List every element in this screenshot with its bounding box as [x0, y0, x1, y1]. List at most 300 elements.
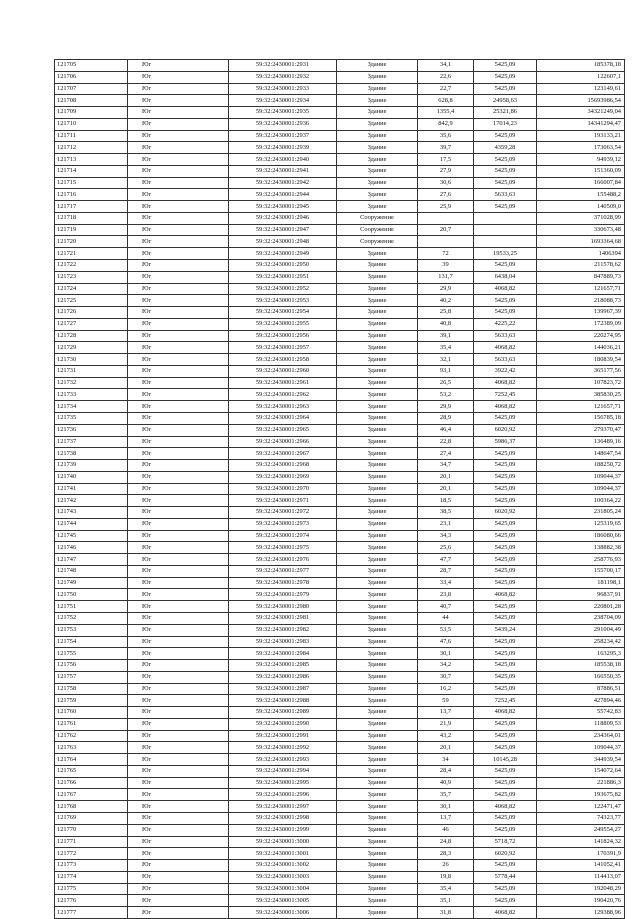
- object-type-cell: Здание: [337, 165, 418, 177]
- object-type-cell: Здание: [337, 671, 418, 683]
- table-row: [55, 824, 625, 836]
- district-cell: Юг: [128, 377, 229, 389]
- cadastral-value-cell: 330673,48: [537, 224, 625, 236]
- district-cell: Юг: [128, 318, 229, 330]
- object-type-cell: Здание: [337, 318, 418, 330]
- unit-value-cell: 4068,82: [474, 589, 537, 601]
- table-row: [55, 177, 625, 189]
- row-number-cell: 121776: [55, 895, 128, 907]
- object-type-cell: Здание: [337, 177, 418, 189]
- table-row: [55, 507, 625, 519]
- district-cell: Юг: [128, 95, 229, 107]
- object-type-cell: Здание: [337, 389, 418, 401]
- unit-value-cell: 5718,72: [474, 836, 537, 848]
- unit-value-cell: 5425,09: [474, 648, 537, 660]
- cadastral-number-cell: 59:32:2430001:2935: [229, 107, 337, 119]
- cadastral-value-cell: 344939,54: [537, 754, 625, 766]
- district-cell: Юг: [128, 601, 229, 613]
- cadastral-number-cell: 59:32:2430001:2939: [229, 142, 337, 154]
- object-type-cell: Здание: [337, 848, 418, 860]
- row-number-cell: 121739: [55, 460, 128, 472]
- cadastral-value-cell: 193675,82: [537, 789, 625, 801]
- district-cell: Юг: [128, 742, 229, 754]
- cadastral-number-cell: 59:32:2430001:2960: [229, 365, 337, 377]
- cadastral-number-cell: 59:32:2430001:2952: [229, 283, 337, 295]
- cadastral-value-cell: 141824,32: [537, 836, 625, 848]
- unit-value-cell: 5425,09: [474, 201, 537, 213]
- district-cell: Юг: [128, 895, 229, 907]
- area-cell: 26: [418, 860, 474, 872]
- row-number-cell: 121707: [55, 83, 128, 95]
- table-row: [55, 565, 625, 577]
- row-number-cell: 121755: [55, 648, 128, 660]
- row-number-cell: 121746: [55, 542, 128, 554]
- table-row: [55, 342, 625, 354]
- cadastral-value-cell: 148647,54: [537, 448, 625, 460]
- district-cell: Юг: [128, 660, 229, 672]
- object-type-cell: Здание: [337, 448, 418, 460]
- area-cell: 20,1: [418, 483, 474, 495]
- row-number-cell: 121757: [55, 671, 128, 683]
- cadastral-number-cell: 59:32:2430001:2957: [229, 342, 337, 354]
- cadastral-number-cell: 59:32:2430001:2975: [229, 542, 337, 554]
- table-row: [55, 577, 625, 589]
- unit-value-cell: 5425,09: [474, 130, 537, 142]
- unit-value-cell: 5425,09: [474, 813, 537, 825]
- object-type-cell: Здание: [337, 565, 418, 577]
- cadastral-number-cell: 59:32:2430001:2956: [229, 330, 337, 342]
- district-cell: Юг: [128, 271, 229, 283]
- unit-value-cell: 5439,24: [474, 624, 537, 636]
- cadastral-number-cell: 59:32:2430001:2995: [229, 777, 337, 789]
- cadastral-value-cell: 144036,21: [537, 342, 625, 354]
- district-cell: Юг: [128, 365, 229, 377]
- area-cell: 33,4: [418, 577, 474, 589]
- row-number-cell: 121745: [55, 530, 128, 542]
- table-row: [55, 460, 625, 472]
- row-number-cell: 121726: [55, 307, 128, 319]
- cadastral-number-cell: 59:32:2430001:2946: [229, 212, 337, 224]
- district-cell: Юг: [128, 295, 229, 307]
- cadastral-value-cell: 121657,71: [537, 401, 625, 413]
- area-cell: 628,8: [418, 95, 474, 107]
- row-number-cell: 121725: [55, 295, 128, 307]
- district-cell: Юг: [128, 730, 229, 742]
- row-number-cell: 121718: [55, 212, 128, 224]
- cadastral-number-cell: 59:32:2430001:2964: [229, 412, 337, 424]
- unit-value-cell: 5425,09: [474, 471, 537, 483]
- row-number-cell: 121759: [55, 695, 128, 707]
- object-type-cell: Здание: [337, 824, 418, 836]
- district-cell: Юг: [128, 824, 229, 836]
- table-row: [55, 165, 625, 177]
- object-type-cell: Здание: [337, 518, 418, 530]
- cadastral-value-cell: 129388,96: [537, 907, 625, 919]
- unit-value-cell: 3922,42: [474, 365, 537, 377]
- district-cell: Юг: [128, 71, 229, 83]
- district-cell: Юг: [128, 530, 229, 542]
- cadastral-value-cell: 151360,09: [537, 165, 625, 177]
- object-type-cell: Здание: [337, 507, 418, 519]
- unit-value-cell: 5425,09: [474, 601, 537, 613]
- table-row: [55, 718, 625, 730]
- cadastral-number-cell: 59:32:2430001:2980: [229, 601, 337, 613]
- object-type-cell: Здание: [337, 530, 418, 542]
- table-row: [55, 707, 625, 719]
- table-row: [55, 318, 625, 330]
- unit-value-cell: 4068,82: [474, 801, 537, 813]
- district-cell: Юг: [128, 189, 229, 201]
- cadastral-value-cell: 181198,1: [537, 577, 625, 589]
- row-number-cell: 121748: [55, 565, 128, 577]
- unit-value-cell: 5633,63: [474, 189, 537, 201]
- object-type-cell: Здание: [337, 271, 418, 283]
- row-number-cell: 121723: [55, 271, 128, 283]
- cadastral-number-cell: 59:32:2430001:2993: [229, 754, 337, 766]
- table-row: [55, 612, 625, 624]
- district-cell: Юг: [128, 283, 229, 295]
- row-number-cell: 121761: [55, 718, 128, 730]
- cadastral-number-cell: 59:32:2430001:3006: [229, 907, 337, 919]
- cadastral-number-cell: 59:32:2430001:2997: [229, 801, 337, 813]
- unit-value-cell: 4068,82: [474, 907, 537, 919]
- object-type-cell: Здание: [337, 707, 418, 719]
- cadastral-value-cell: 180839,54: [537, 354, 625, 366]
- district-cell: Юг: [128, 813, 229, 825]
- area-cell: 28,3: [418, 848, 474, 860]
- object-type-cell: Здание: [337, 189, 418, 201]
- row-number-cell: 121736: [55, 424, 128, 436]
- district-cell: Юг: [128, 507, 229, 519]
- row-number-cell: 121758: [55, 683, 128, 695]
- table-row: [55, 813, 625, 825]
- area-cell: 30,1: [418, 648, 474, 660]
- object-type-cell: Сооружение: [337, 224, 418, 236]
- cadastral-value-cell: 114413,07: [537, 871, 625, 883]
- district-cell: Юг: [128, 707, 229, 719]
- district-cell: Юг: [128, 483, 229, 495]
- cadastral-value-cell: 123149,61: [537, 83, 625, 95]
- area-cell: 27,6: [418, 189, 474, 201]
- area-cell: 40,8: [418, 318, 474, 330]
- unit-value-cell: 5425,09: [474, 577, 537, 589]
- area-cell: 26,5: [418, 377, 474, 389]
- cadastral-number-cell: 59:32:2430001:2988: [229, 695, 337, 707]
- cadastral-value-cell: 55742,83: [537, 707, 625, 719]
- unit-value-cell: 5425,09: [474, 554, 537, 566]
- unit-value-cell: 5425,09: [474, 448, 537, 460]
- unit-value-cell: 5425,09: [474, 824, 537, 836]
- area-cell: 23,8: [418, 589, 474, 601]
- district-cell: Юг: [128, 471, 229, 483]
- row-number-cell: 121714: [55, 165, 128, 177]
- cadastral-value-cell: 155700,17: [537, 565, 625, 577]
- area-cell: 31,8: [418, 907, 474, 919]
- row-number-cell: 121765: [55, 765, 128, 777]
- district-cell: Юг: [128, 648, 229, 660]
- area-cell: 13,7: [418, 707, 474, 719]
- unit-value-cell: 5425,09: [474, 777, 537, 789]
- unit-value-cell: 5425,09: [474, 565, 537, 577]
- cadastral-value-cell: 138882,38: [537, 542, 625, 554]
- object-type-cell: Здание: [337, 648, 418, 660]
- area-cell: 34,1: [418, 60, 474, 72]
- unit-value-cell: 5425,09: [474, 483, 537, 495]
- cadastral-value-cell: 193133,21: [537, 130, 625, 142]
- cadastral-number-cell: 59:32:2430001:2991: [229, 730, 337, 742]
- table-row: [55, 307, 625, 319]
- unit-value-cell: 5425,09: [474, 730, 537, 742]
- table-row: [55, 60, 625, 72]
- district-cell: Юг: [128, 518, 229, 530]
- area-cell: 30,1: [418, 801, 474, 813]
- cadastral-value-cell: 427894,46: [537, 695, 625, 707]
- object-type-cell: Здание: [337, 730, 418, 742]
- row-number-cell: 121735: [55, 412, 128, 424]
- district-cell: Юг: [128, 765, 229, 777]
- unit-value-cell: [474, 236, 537, 248]
- table-row: [55, 648, 625, 660]
- cadastral-number-cell: 59:32:2430001:2981: [229, 612, 337, 624]
- cadastral-number-cell: 59:32:2430001:2970: [229, 483, 337, 495]
- object-type-cell: Здание: [337, 765, 418, 777]
- row-number-cell: 121742: [55, 495, 128, 507]
- row-number-cell: 121713: [55, 154, 128, 166]
- row-number-cell: 121724: [55, 283, 128, 295]
- object-type-cell: Здание: [337, 871, 418, 883]
- table-row: [55, 542, 625, 554]
- table-row: [55, 224, 625, 236]
- object-type-cell: Здание: [337, 460, 418, 472]
- cadastral-number-cell: 59:32:2430001:2934: [229, 95, 337, 107]
- district-cell: Юг: [128, 201, 229, 213]
- object-type-cell: Здание: [337, 83, 418, 95]
- area-cell: 13,7: [418, 813, 474, 825]
- area-cell: 842,9: [418, 118, 474, 130]
- object-type-cell: Здание: [337, 683, 418, 695]
- district-cell: Юг: [128, 307, 229, 319]
- row-number-cell: 121756: [55, 660, 128, 672]
- area-cell: 34,7: [418, 460, 474, 472]
- cadastral-number-cell: 59:32:2430001:2985: [229, 660, 337, 672]
- row-number-cell: 121719: [55, 224, 128, 236]
- district-cell: Юг: [128, 177, 229, 189]
- district-cell: Юг: [128, 871, 229, 883]
- table-row: [55, 424, 625, 436]
- object-type-cell: Здание: [337, 718, 418, 730]
- district-cell: Юг: [128, 236, 229, 248]
- area-cell: 16,2: [418, 683, 474, 695]
- table-row: [55, 118, 625, 130]
- area-cell: 47,7: [418, 554, 474, 566]
- cadastral-number-cell: 59:32:2430001:2968: [229, 460, 337, 472]
- unit-value-cell: 7252,45: [474, 389, 537, 401]
- unit-value-cell: 6020,92: [474, 424, 537, 436]
- row-number-cell: 121727: [55, 318, 128, 330]
- area-cell: 22,8: [418, 436, 474, 448]
- cadastral-number-cell: 59:32:2430001:2990: [229, 718, 337, 730]
- table-row: [55, 836, 625, 848]
- cadastral-number-cell: 59:32:2430001:2951: [229, 271, 337, 283]
- cadastral-value-cell: 94939,12: [537, 154, 625, 166]
- cadastral-number-cell: 59:32:2430001:2998: [229, 813, 337, 825]
- unit-value-cell: 10145,28: [474, 754, 537, 766]
- cadastral-value-cell: 258234,42: [537, 636, 625, 648]
- object-type-cell: Здание: [337, 789, 418, 801]
- object-type-cell: Здание: [337, 95, 418, 107]
- cadastral-value-cell: 15693986,54: [537, 95, 625, 107]
- row-number-cell: 121732: [55, 377, 128, 389]
- cadastral-value-cell: 141052,41: [537, 860, 625, 872]
- table-row: [55, 671, 625, 683]
- district-cell: Юг: [128, 248, 229, 260]
- area-cell: 19,8: [418, 871, 474, 883]
- row-number-cell: 121705: [55, 60, 128, 72]
- district-cell: Юг: [128, 389, 229, 401]
- district-cell: Юг: [128, 165, 229, 177]
- cadastral-number-cell: 59:32:2430001:2986: [229, 671, 337, 683]
- unit-value-cell: 5425,09: [474, 718, 537, 730]
- cadastral-value-cell: 107823,72: [537, 377, 625, 389]
- area-cell: 25,8: [418, 307, 474, 319]
- unit-value-cell: 5425,09: [474, 460, 537, 472]
- cadastral-value-cell: 211578,62: [537, 260, 625, 272]
- cadastral-value-cell: 258776,93: [537, 554, 625, 566]
- row-number-cell: 121710: [55, 118, 128, 130]
- area-cell: 34: [418, 754, 474, 766]
- cadastral-number-cell: 59:32:2430001:2961: [229, 377, 337, 389]
- cadastral-number-cell: 59:32:2430001:3004: [229, 883, 337, 895]
- object-type-cell: Здание: [337, 483, 418, 495]
- object-type-cell: Здание: [337, 577, 418, 589]
- district-cell: Юг: [128, 60, 229, 72]
- row-number-cell: 121737: [55, 436, 128, 448]
- area-cell: 40,9: [418, 777, 474, 789]
- object-type-cell: Здание: [337, 60, 418, 72]
- table-row: [55, 142, 625, 154]
- cadastral-number-cell: 59:32:2430001:2982: [229, 624, 337, 636]
- cadastral-value-cell: 74323,77: [537, 813, 625, 825]
- table-row: [55, 189, 625, 201]
- district-cell: Юг: [128, 565, 229, 577]
- table-row: [55, 730, 625, 742]
- unit-value-cell: 5425,09: [474, 895, 537, 907]
- object-type-cell: Здание: [337, 624, 418, 636]
- row-number-cell: 121741: [55, 483, 128, 495]
- district-cell: Юг: [128, 142, 229, 154]
- table-row: [55, 95, 625, 107]
- district-cell: Юг: [128, 260, 229, 272]
- table-row: [55, 354, 625, 366]
- unit-value-cell: 5425,09: [474, 789, 537, 801]
- district-cell: Юг: [128, 354, 229, 366]
- row-number-cell: 121730: [55, 354, 128, 366]
- area-cell: 35,4: [418, 883, 474, 895]
- cadastral-value-cell: 1406394: [537, 248, 625, 260]
- district-cell: Юг: [128, 789, 229, 801]
- table-row: [55, 412, 625, 424]
- unit-value-cell: 4225,22: [474, 318, 537, 330]
- unit-value-cell: 5425,09: [474, 860, 537, 872]
- table-row: [55, 530, 625, 542]
- cadastral-value-cell: 163295,3: [537, 648, 625, 660]
- district-cell: Юг: [128, 212, 229, 224]
- cadastral-value-cell: 220274,95: [537, 330, 625, 342]
- district-cell: Юг: [128, 118, 229, 130]
- cadastral-value-cell: 125319,65: [537, 518, 625, 530]
- object-type-cell: Здание: [337, 295, 418, 307]
- row-number-cell: 121738: [55, 448, 128, 460]
- cadastral-number-cell: 59:32:2430001:2944: [229, 189, 337, 201]
- area-cell: 29,9: [418, 283, 474, 295]
- area-cell: 40,2: [418, 295, 474, 307]
- area-cell: 35,4: [418, 342, 474, 354]
- unit-value-cell: 5425,09: [474, 530, 537, 542]
- cadastral-number-cell: 59:32:2430001:3005: [229, 895, 337, 907]
- unit-value-cell: 4068,82: [474, 342, 537, 354]
- row-number-cell: 121708: [55, 95, 128, 107]
- table-row: [55, 295, 625, 307]
- unit-value-cell: 5425,09: [474, 636, 537, 648]
- cadastral-value-cell: 140509,0: [537, 201, 625, 213]
- district-cell: Юг: [128, 683, 229, 695]
- object-type-cell: Здание: [337, 342, 418, 354]
- cadastral-number-cell: 59:32:2430001:2967: [229, 448, 337, 460]
- unit-value-cell: 6020,92: [474, 507, 537, 519]
- area-cell: 17,5: [418, 154, 474, 166]
- cadastral-value-cell: 14341294,47: [537, 118, 625, 130]
- area-cell: 30,7: [418, 671, 474, 683]
- district-cell: Юг: [128, 718, 229, 730]
- area-cell: 44: [418, 612, 474, 624]
- object-type-cell: Здание: [337, 742, 418, 754]
- unit-value-cell: 5425,09: [474, 260, 537, 272]
- district-cell: Юг: [128, 777, 229, 789]
- unit-value-cell: 5425,09: [474, 612, 537, 624]
- area-cell: 24,8: [418, 836, 474, 848]
- row-number-cell: 121733: [55, 389, 128, 401]
- district-cell: Юг: [128, 448, 229, 460]
- cadastral-value-cell: 172389,09: [537, 318, 625, 330]
- area-cell: 29,9: [418, 401, 474, 413]
- table-row: [55, 389, 625, 401]
- district-cell: Юг: [128, 848, 229, 860]
- object-type-cell: Здание: [337, 883, 418, 895]
- cadastral-value-cell: 221886,3: [537, 777, 625, 789]
- unit-value-cell: 5425,09: [474, 307, 537, 319]
- cadastral-number-cell: 59:32:2430001:2992: [229, 742, 337, 754]
- table-row: [55, 201, 625, 213]
- cadastral-number-cell: 59:32:2430001:2965: [229, 424, 337, 436]
- area-cell: 18,5: [418, 495, 474, 507]
- table-row: [55, 777, 625, 789]
- table-row: [55, 683, 625, 695]
- row-number-cell: 121717: [55, 201, 128, 213]
- object-type-cell: Здание: [337, 71, 418, 83]
- table-row: [55, 154, 625, 166]
- cadastral-value-cell: 185538,18: [537, 660, 625, 672]
- unit-value-cell: 24958,63: [474, 95, 537, 107]
- unit-value-cell: 4359,28: [474, 142, 537, 154]
- unit-value-cell: 25321,86: [474, 107, 537, 119]
- table-row: [55, 860, 625, 872]
- cadastral-value-cell: 234364,01: [537, 730, 625, 742]
- row-number-cell: 121767: [55, 789, 128, 801]
- row-number-cell: 121760: [55, 707, 128, 719]
- district-cell: Юг: [128, 883, 229, 895]
- object-type-cell: Здание: [337, 801, 418, 813]
- object-type-cell: Здание: [337, 107, 418, 119]
